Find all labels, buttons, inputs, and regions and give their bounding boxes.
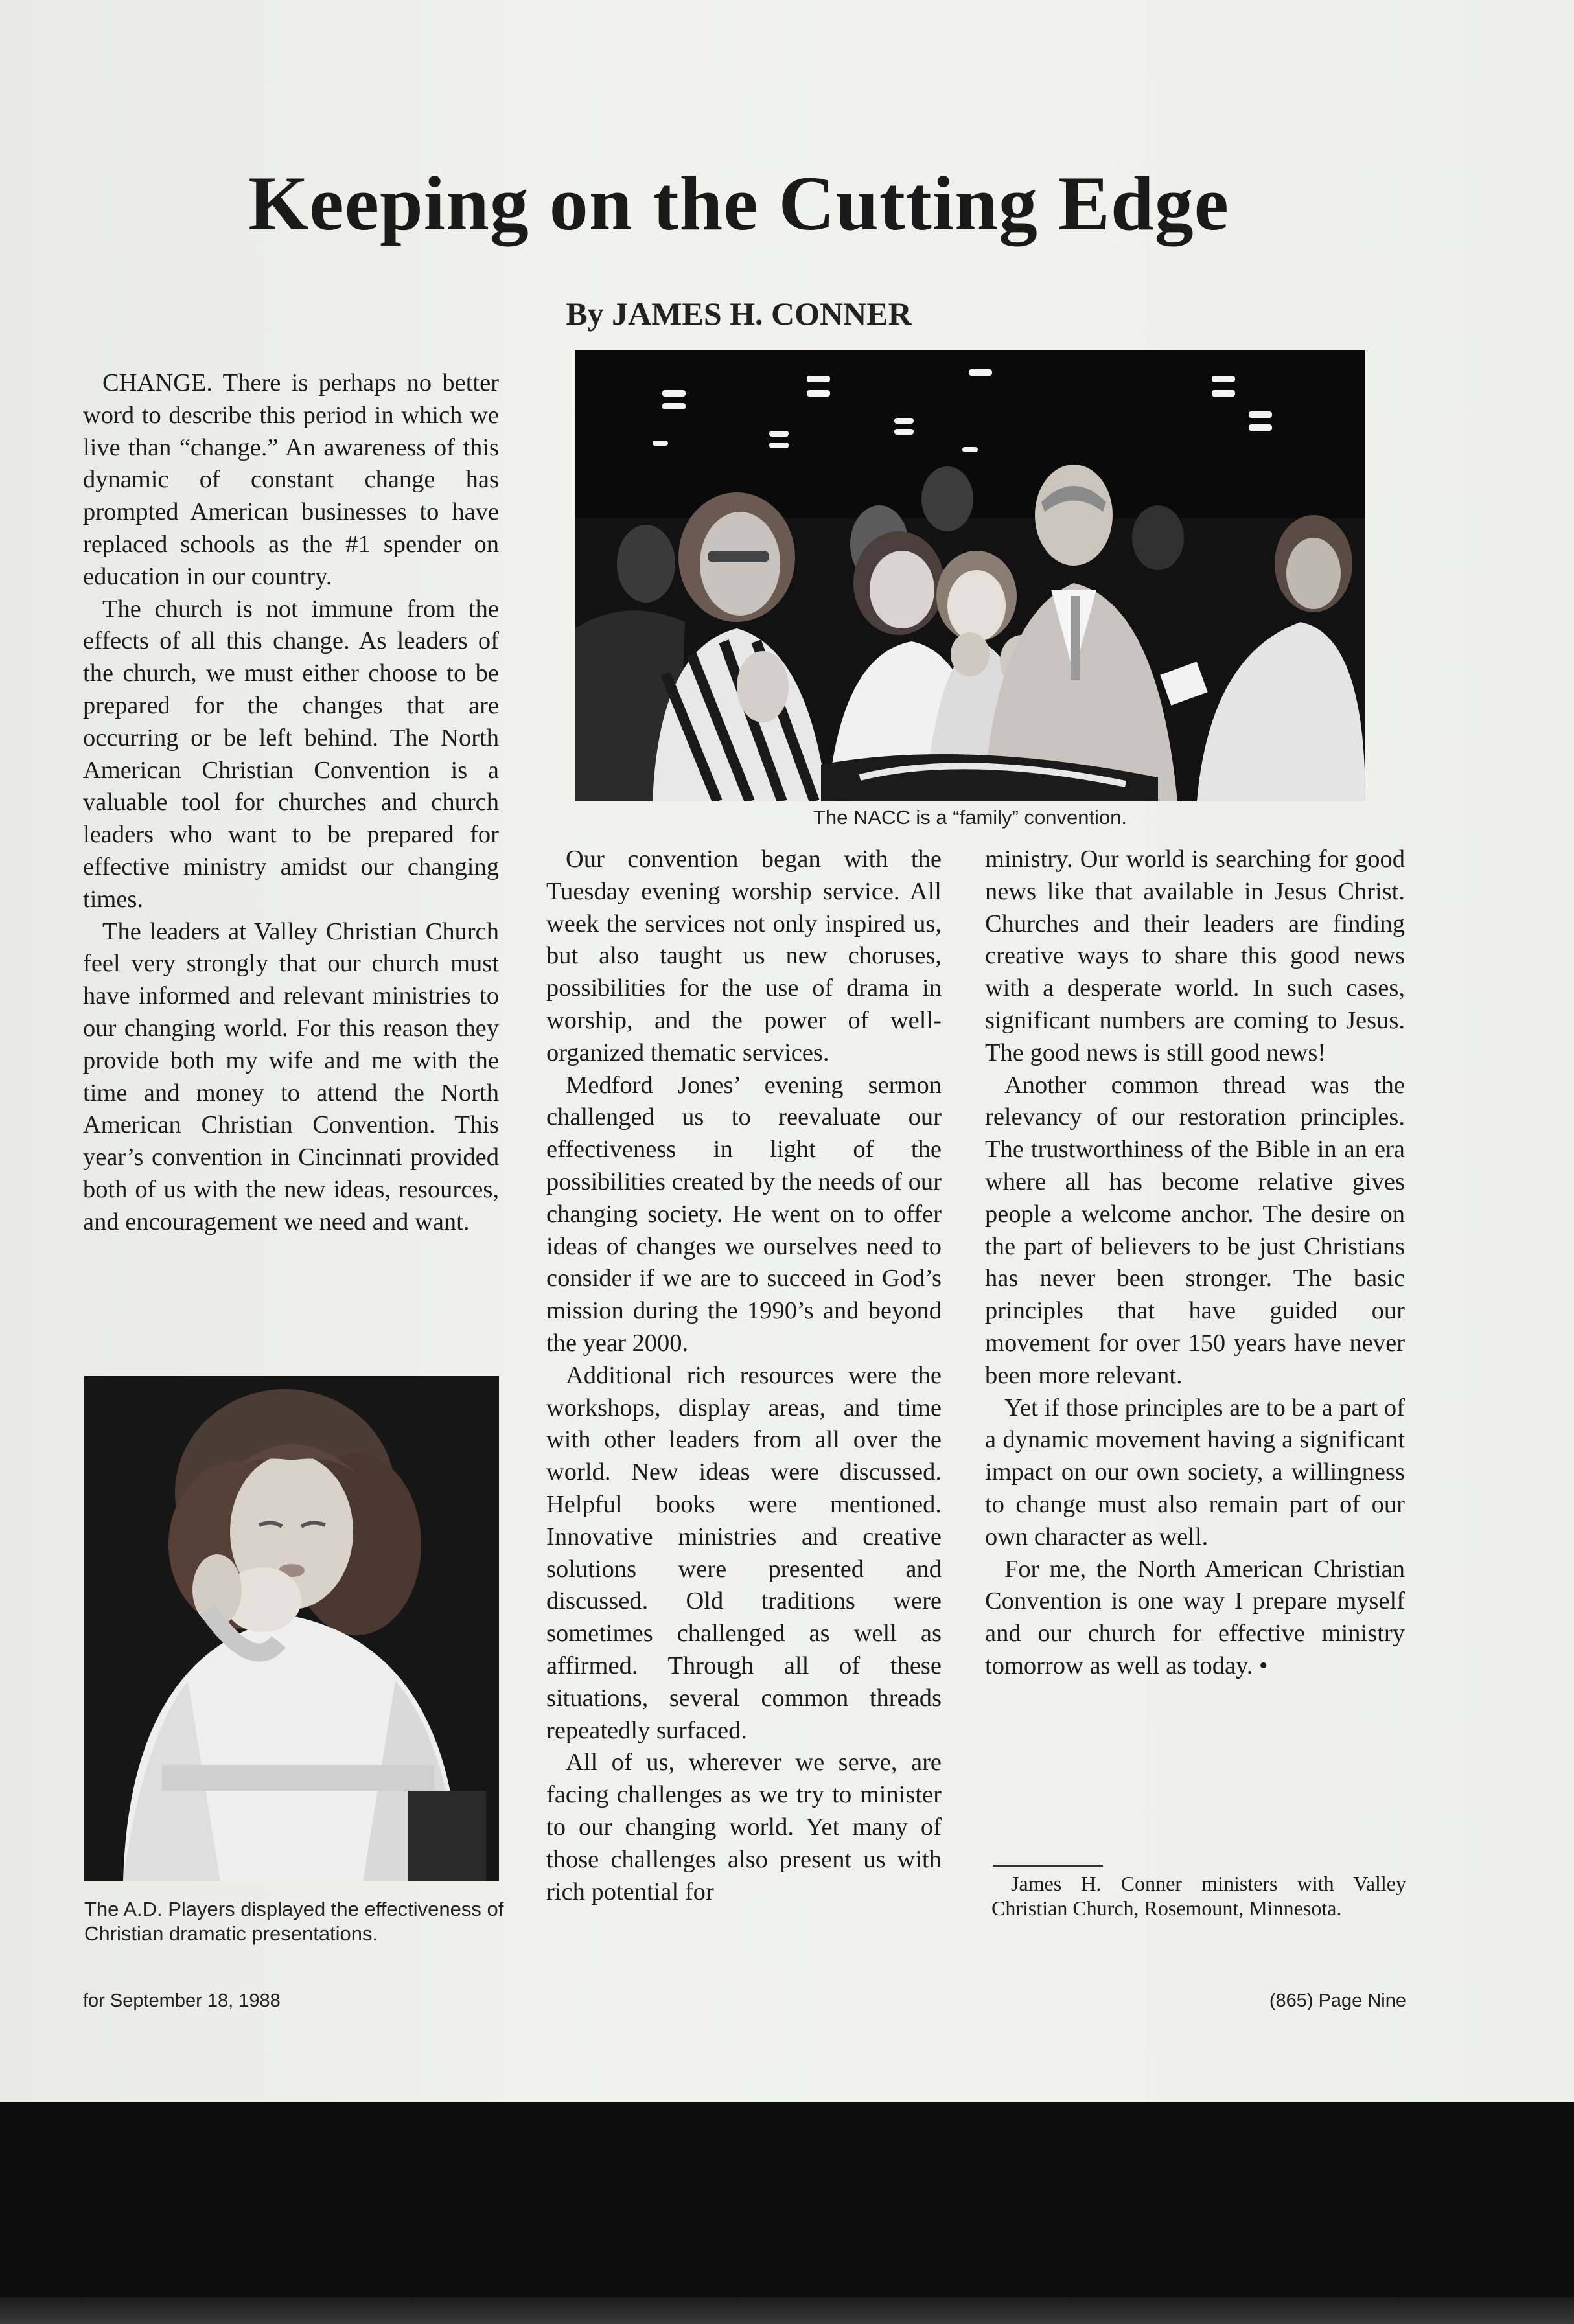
paragraph: Additional rich resources were the workshops, display areas, and time with other leaders from all over the world. New ideas were discussed. Helpful books were mentioned. Innovative ministries and creative solutions were presented and discussed. Old traditions were sometimes challenged as well as affirmed. Through all of these situations, several common threads repeatedly surfaced. — [546, 1361, 942, 1744]
author-bio: James H. Conner ministers with Valley Christian Church, Rosemount, Minnesota. — [991, 1872, 1406, 1920]
paragraph: All of us, wherever we serve, are facing challenges as we try to minister to our changing world. Yet many of those challenges also present us with rich potential for — [546, 1749, 942, 1905]
scan-background — [0, 2102, 1574, 2324]
scan-edge — [0, 2297, 1574, 2324]
article-byline: By JAMES H. CONNER — [566, 295, 912, 332]
article-title: Keeping on the Cutting Edge — [248, 160, 1229, 246]
article-column-3 — [985, 844, 1405, 1683]
family-photo-caption: The NACC is a “family” convention. — [813, 806, 1128, 829]
paragraph: ministry. Our world is searching for good news like that available in Jesus Christ. Churches and their leaders are finding creative ways to share this good news with a desperate world. In such cases, significant numbers are coming to Jesus. The good news is still good news! — [985, 846, 1405, 1066]
footer-page-number: (865) Page Nine — [1269, 1990, 1406, 2011]
paragraph: The leaders at Valley Christian Church feel very strongly that our church must have informed and relevant ministries to our changing world. For this reason they provide both my wife and me with the time and money to attend the North American Christian Convention. This year’s convention in Cincinnati provided both of us with the new ideas, resources, and encouragement we need and want. — [83, 917, 499, 1236]
paragraph: For me, the North American Christian Convention is one way I prepare myself and our church for effective ministry tomorrow as well as today. • — [985, 1555, 1405, 1679]
family-convention-illustration — [575, 350, 1365, 801]
ad-players-photo — [84, 1376, 499, 1881]
article-column-1 — [83, 367, 499, 1239]
family-convention-photo — [575, 350, 1365, 801]
paragraph: The church is not immune from the effects of all this change. As leaders of the church, we must either choose to be prepared for the changes that are occurring or be left behind. The North American Christian Convention is a valuable tool for churches and church leaders who want to be prepared for effective ministry amidst our changing times. — [83, 595, 499, 913]
footer-issue-date: for September 18, 1988 — [83, 1990, 281, 2011]
article-column-2 — [546, 844, 942, 1908]
paragraph: Yet if those principles are to be a part of a dynamic movement having a significant impact on our own society, a willingness to change must also remain part of our own character as well. — [985, 1394, 1405, 1550]
players-photo-caption: The A.D. Players displayed the effectiveness of Christian dramatic presentations. — [84, 1898, 504, 1945]
paragraph: Our convention began with the Tuesday evening worship service. All week the services not only inspired us, but also taught us new choruses, possibilities for the use of drama in worship, and the power of well-organized thematic services. — [546, 846, 942, 1066]
bio-divider — [993, 1865, 1103, 1867]
show-through-text — [363, 78, 1413, 123]
paragraph: Another common thread was the relevancy of our restoration principles. The trustworthiness of the Bible in an era where all has become relative gives people a welcome anchor. The desire on the part of believers to be just Christians has never been stronger. The basic principles that have guided our movement for over 150 years have never been more relevant. — [985, 1071, 1405, 1389]
paragraph: Medford Jones’ evening sermon challenged us to reevaluate our effectiveness in light of the possibilities created by the needs of our changing society. He went on to offer ideas of changes we ourselves need to consider if we are to succeed in God’s mission during the 1990’s and beyond the year 2000. — [546, 1071, 942, 1357]
ad-players-illustration — [84, 1376, 499, 1881]
paragraph: CHANGE. There is perhaps no better word to describe this period in which we live than “change.” An awareness of this dynamic of constant change has prompted American businesses to have replaced schools as the #1 spender on education in our country. — [83, 369, 499, 590]
